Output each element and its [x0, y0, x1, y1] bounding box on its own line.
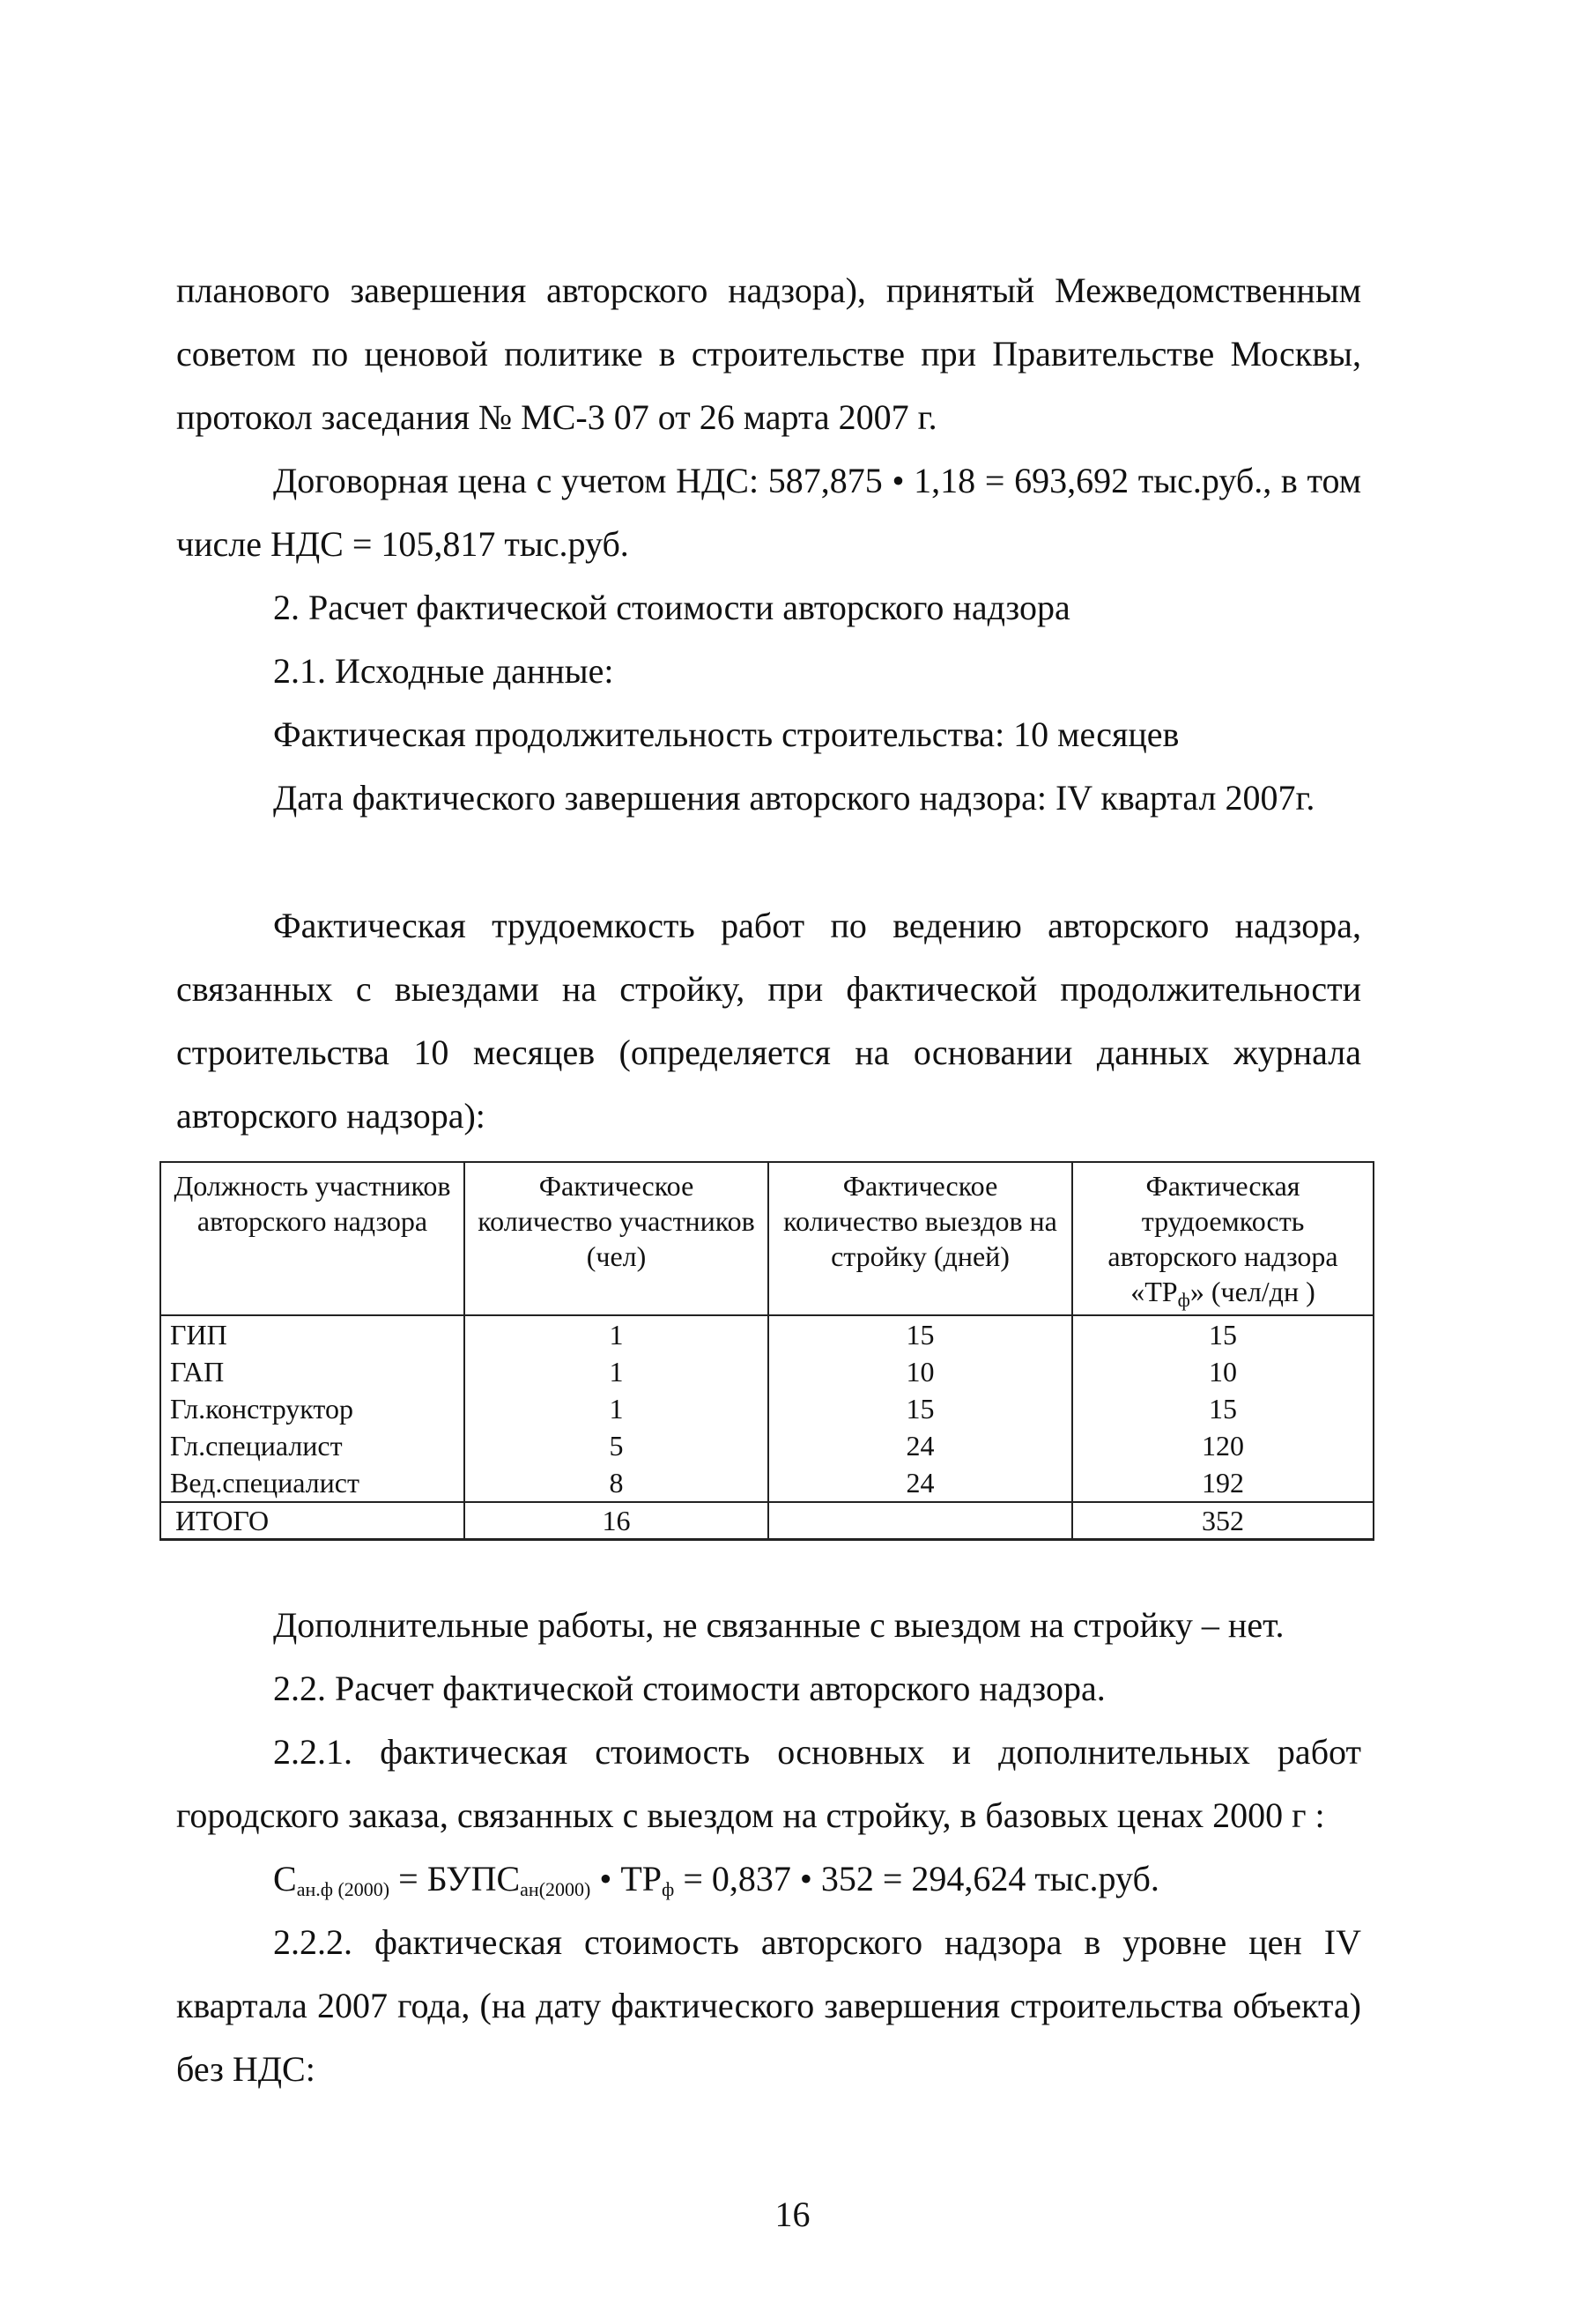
table-row — [160, 1464, 1374, 1502]
formula-eq-bups: = БУПС — [389, 1859, 521, 1898]
header-labor-end: » (чел/дн ) — [1189, 1276, 1315, 1307]
cell-visits: 15 — [768, 1390, 1072, 1427]
table-row — [160, 1315, 1374, 1353]
paragraph-protocol: планового завершения авторского надзора), принятый Межведомственным советом по ценовой политике в строительстве при Правительстве Москвы, протокол заседания № МС-3 07 от 26 марта 2007 г. — [176, 270, 1361, 437]
header-labor — [1072, 1162, 1374, 1315]
formula-bups-sub: ан(2000) — [520, 1878, 591, 1900]
cell-participants: 5 — [464, 1427, 768, 1464]
formula-tr: • ТР — [590, 1859, 663, 1898]
table-header-row — [160, 1162, 1374, 1315]
cell-participants: 1 — [464, 1315, 768, 1353]
cell-position: Гл.конструктор — [160, 1390, 464, 1427]
cell-total-labor: 352 — [1072, 1502, 1374, 1540]
formula-tr-sub: ф — [662, 1878, 675, 1900]
formula-result: = 0,837 • 352 = 294,624 тыс.руб. — [674, 1859, 1159, 1898]
header-labor-sub: ф — [1177, 1289, 1190, 1311]
cell-visits: 24 — [768, 1427, 1072, 1464]
paragraph-contract-price: Договорная цена с учетом НДС: 587,875 • 1,18 = 693,692 тыс.руб., в том числе НДС = 105,817 тыс.руб. — [176, 461, 1361, 564]
cell-position: Гл.специалист — [160, 1427, 464, 1464]
header-participants: Фактическое количество участников (чел) — [464, 1162, 768, 1315]
paragraph-completion-date: Дата фактического завершения авторского надзора: IV квартал 2007г. — [273, 778, 1315, 818]
section-heading-2: 2. Расчет фактической стоимости авторского надзора — [273, 588, 1070, 627]
paragraph-2-2-2: 2.2.2. фактическая стоимость авторского надзора в уровне цен IV квартала 2007 года, (на дату фактического завершения строительства объекта) без НДС: — [176, 1922, 1361, 2089]
section-heading-2-2: 2.2. Расчет фактической стоимости авторского надзора. — [273, 1669, 1106, 1708]
cell-visits: 24 — [768, 1464, 1072, 1502]
cell-labor: 192 — [1072, 1464, 1374, 1502]
labor-table — [159, 1161, 1374, 1541]
table-row — [160, 1390, 1374, 1427]
section-heading-2-1: 2.1. Исходные данные: — [273, 651, 614, 691]
table-row — [160, 1427, 1374, 1464]
table-total-row — [160, 1502, 1374, 1540]
paragraph-labor-intro: Фактическая трудоемкость работ по ведению авторского надзора, связанных с выездами на стройку, при фактической продолжительности строительства 10 месяцев (определяется на основании данных журнала авторского надзора): — [176, 906, 1361, 1136]
formula-c-sub: ан.ф (2000) — [296, 1878, 390, 1900]
cell-labor: 120 — [1072, 1427, 1374, 1464]
cell-total-label: ИТОГО — [160, 1502, 464, 1540]
header-visits: Фактическое количество выездов на стройку (дней) — [768, 1162, 1072, 1315]
cell-participants: 8 — [464, 1464, 768, 1502]
formula-c: С — [273, 1859, 297, 1898]
cell-labor: 15 — [1072, 1315, 1374, 1353]
cell-labor: 10 — [1072, 1353, 1374, 1390]
paragraph-2-2-1: 2.2.1. фактическая стоимость основных и дополнительных работ городского заказа, связанных с выездом на стройку, в базовых ценах 2000 г : — [176, 1732, 1361, 1835]
paragraph-additional-works: Дополнительные работы, не связанные с выездом на стройку – нет. — [273, 1605, 1285, 1645]
cell-participants: 1 — [464, 1353, 768, 1390]
header-labor-main: Фактическая трудоемкость авторского надзора «ТР — [1107, 1170, 1338, 1307]
table-row — [160, 1353, 1374, 1390]
cell-position: Вед.специалист — [160, 1464, 464, 1502]
paragraph-duration: Фактическая продолжительность строительства: 10 месяцев — [273, 714, 1180, 754]
cell-total-visits — [768, 1502, 1072, 1540]
cell-position: ГАП — [160, 1353, 464, 1390]
cell-visits: 10 — [768, 1353, 1072, 1390]
formula-cost-2000 — [176, 1847, 1361, 1911]
cell-position: ГИП — [160, 1315, 464, 1353]
cell-visits: 15 — [768, 1315, 1072, 1353]
header-position: Должность участников авторского надзора — [160, 1162, 464, 1315]
cell-total-participants: 16 — [464, 1502, 768, 1540]
page-number: 16 — [774, 2194, 811, 2234]
cell-labor: 15 — [1072, 1390, 1374, 1427]
cell-participants: 1 — [464, 1390, 768, 1427]
